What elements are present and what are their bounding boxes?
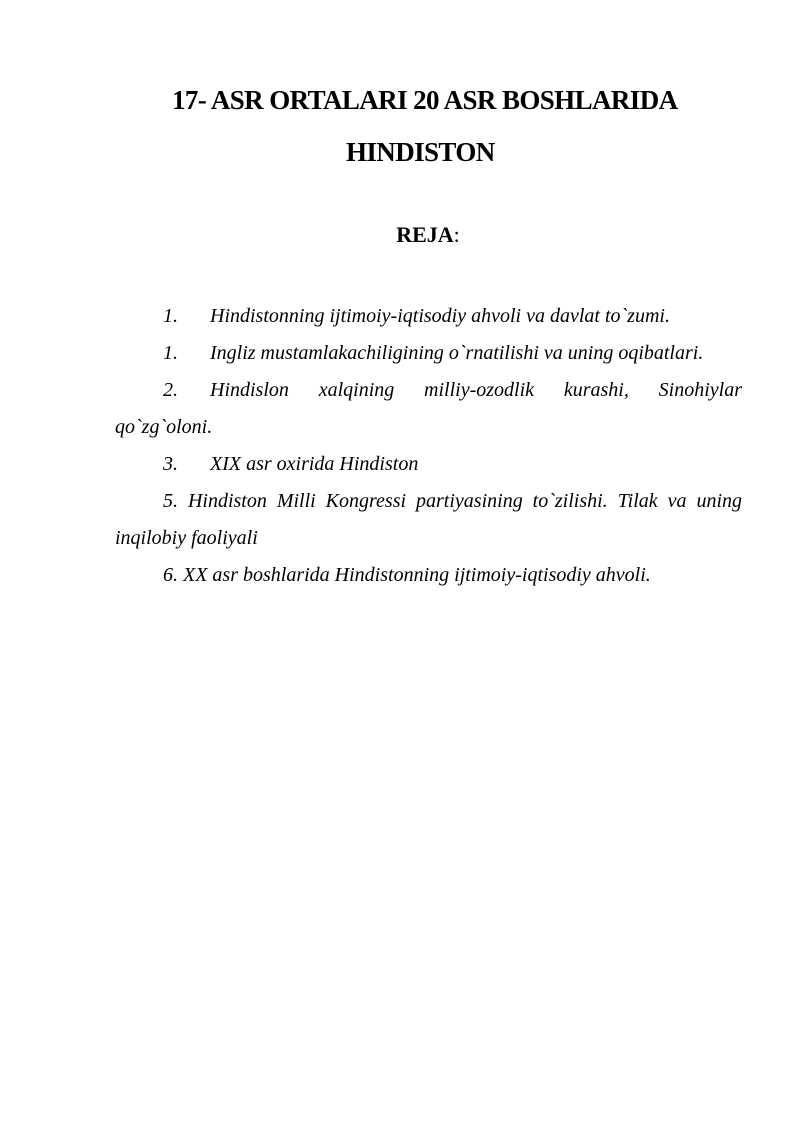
- plan-item-number: 5.: [163, 490, 178, 512]
- plan-item-number: 3.: [163, 453, 178, 475]
- plan-item-number: 1.: [163, 342, 178, 364]
- plan-item: [115, 483, 742, 557]
- plan-item: [115, 335, 742, 372]
- plan-item: [115, 557, 742, 594]
- plan-list: [115, 298, 742, 594]
- plan-heading-colon: :: [453, 222, 460, 247]
- document-title: [0, 74, 800, 178]
- plan-item-number: 2.: [163, 379, 178, 401]
- plan-item-text: XIX asr oxirida Hindiston: [210, 453, 419, 475]
- title-line-1: 17- ASR ORTALARI 20 ASR BOSHLARIDA: [172, 85, 678, 115]
- title-line-2: HINDISTON: [346, 137, 495, 167]
- plan-item-number: 6.: [163, 564, 178, 586]
- plan-item: [115, 298, 742, 335]
- plan-item-text: XX asr boshlarida Hindistonning ijtimoiy-iqtisodiy ahvoli.: [183, 564, 651, 586]
- plan-item: [115, 446, 742, 483]
- plan-item-text: Ingliz mustamlakachiligining o`rnatilishi va uning oqibatlari.: [210, 342, 704, 364]
- plan-item-text: Hindiston Milli Kongressi partiyasining to`zilishi. Tilak va uning inqilobiy faoliyali: [115, 490, 742, 549]
- plan-heading-label: REJA: [396, 222, 454, 247]
- plan-heading: [0, 220, 800, 250]
- plan-item-number: 1.: [163, 305, 178, 327]
- plan-item-text: Hindistonning ijtimoiy-iqtisodiy ahvoli va davlat to`zumi.: [210, 305, 670, 327]
- plan-item-text: Hindislon xalqining milliy-ozodlik kurashi, Sinohiylar qo`zg`oloni.: [115, 379, 742, 438]
- plan-item: [115, 372, 742, 446]
